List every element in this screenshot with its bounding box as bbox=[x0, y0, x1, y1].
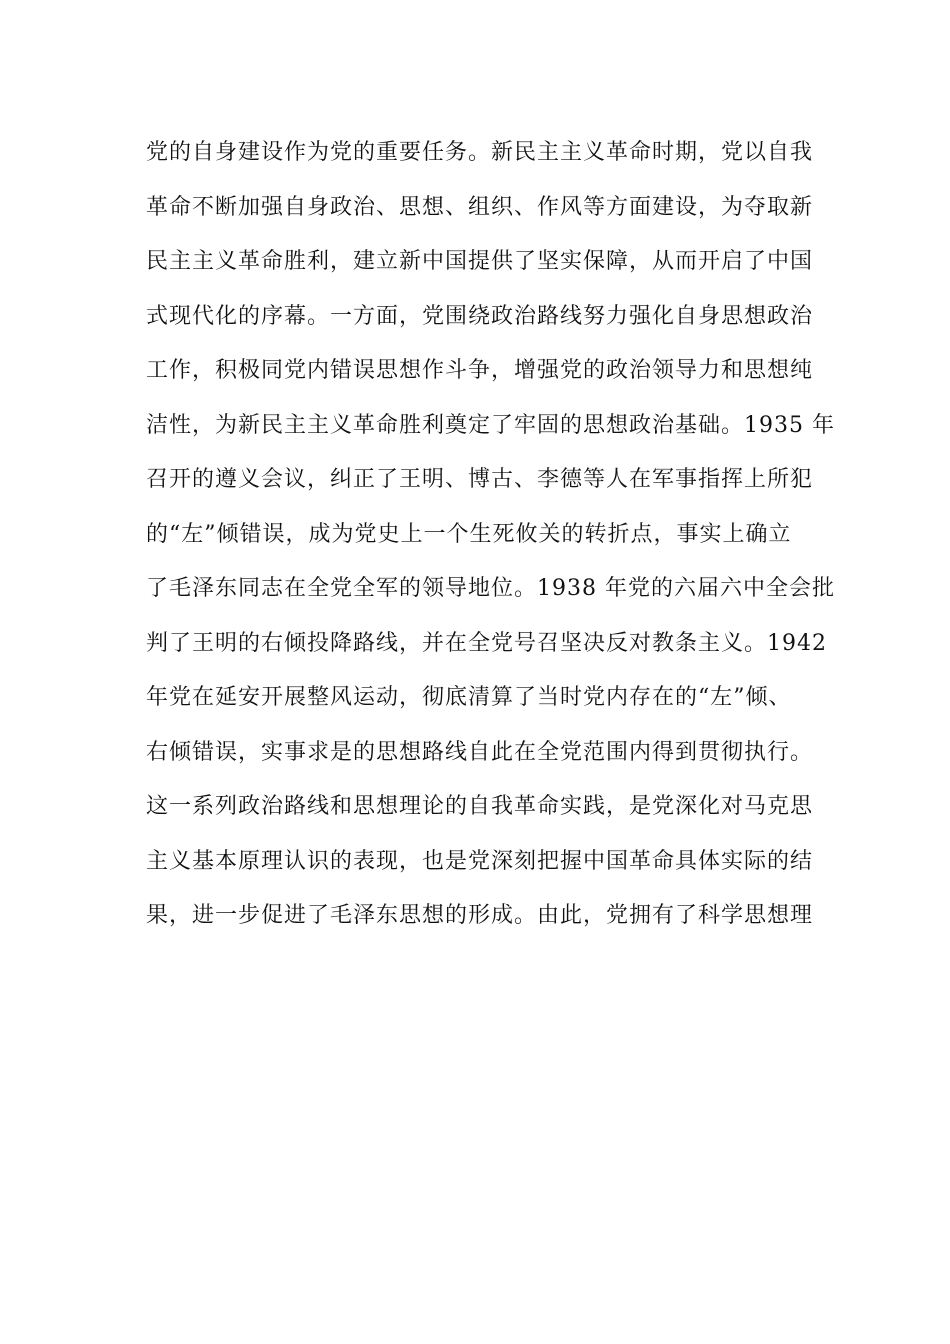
text-line: 年党在延安开展整风运动，彻底清算了当时党内存在的“左”倾、 bbox=[146, 685, 792, 710]
text-line: 这一系列政治路线和思想理论的自我革命实践，是党深化对马克思 bbox=[146, 794, 814, 819]
text-line: 的“左”倾错误，成为党史上一个生死攸关的转折点，事实上确立 bbox=[146, 521, 792, 547]
text-line: 召开的遵义会议，纠正了王明、博古、李德等人在军事指挥上所犯 bbox=[146, 467, 814, 492]
text-line: 洁性，为新民主主义革命胜利奠定了牢固的思想政治基础。1935 年 bbox=[146, 412, 835, 438]
text-line: 式现代化的序幕。一方面，党围绕政治路线努力强化自身思想政治 bbox=[146, 303, 814, 329]
body-text bbox=[146, 128, 835, 946]
text-line: 工作，积极同党内错误思想作斗争，增强党的政治领导力和思想纯 bbox=[146, 358, 814, 383]
text-line: 民主主义革命胜利，建立新中国提供了坚实保障，从而开启了中国 bbox=[146, 249, 814, 274]
text-line: 判了王明的右倾投降路线，并在全党号召坚决反对教条主义。1942 bbox=[146, 630, 827, 656]
text-line: 党的自身建设作为党的重要任务。新民主主义革命时期，党以自我 bbox=[146, 140, 814, 165]
text-line: 右倾错误，实事求是的思想路线自此在全党范围内得到贯彻执行。 bbox=[146, 739, 814, 765]
text-line: 主义基本原理认识的表现，也是党深刻把握中国革命具体实际的结 bbox=[146, 848, 814, 874]
text-line: 了毛泽东同志在全党全军的领导地位。1938 年党的六届六中全会批 bbox=[146, 576, 835, 601]
text-line: 革命不断加强自身政治、思想、组织、作风等方面建设，为夺取新 bbox=[146, 194, 814, 220]
text-line: 果，进一步促进了毛泽东思想的形成。由此，党拥有了科学思想理 bbox=[146, 903, 814, 928]
